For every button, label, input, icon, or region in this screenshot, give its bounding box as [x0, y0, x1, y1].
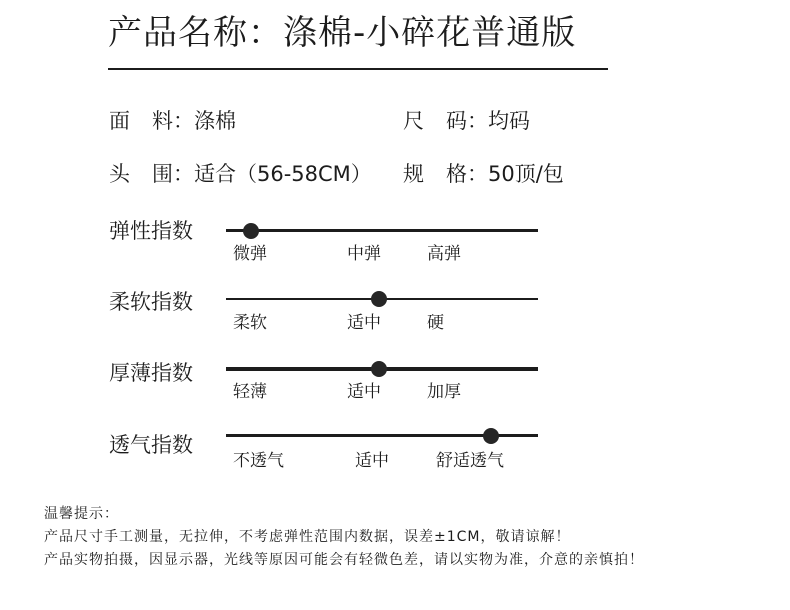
- scale-elasticity-option-low: 微弹: [233, 244, 267, 264]
- scale-breathability-knob: [483, 428, 499, 444]
- scale-breathability-option-low: 不透气: [233, 451, 284, 471]
- notice-line-2: 产品实物拍摄，因显示器，光线等原因可能会有轻微色差，请以实物为准，介意的亲慎拍！: [44, 552, 644, 568]
- spec-fabric: [109, 106, 236, 136]
- scale-thickness-option-high: 加厚: [427, 382, 461, 402]
- scale-softness-label: 柔软指数: [109, 290, 193, 314]
- scale-elasticity-label: 弹性指数: [109, 219, 193, 243]
- scale-softness-knob: [371, 291, 387, 307]
- spec-fabric-label-a: 面: [109, 109, 130, 133]
- notice-block: [44, 503, 644, 572]
- scale-breathability-label: 透气指数: [109, 433, 193, 457]
- spec-head-value: ：适合（56-58CM）: [173, 162, 372, 186]
- scale-thickness-label: 厚薄指数: [109, 361, 193, 385]
- scale-elasticity-option-mid: 中弹: [347, 244, 381, 264]
- scale-breathability-option-mid: 适中: [355, 451, 389, 471]
- scale-softness-option-low: 柔软: [233, 313, 267, 333]
- scale-thickness-knob: [371, 361, 387, 377]
- scale-elasticity-track: [226, 229, 538, 232]
- spec-fabric-value: ：涤棉: [173, 109, 236, 133]
- spec-head-label-a: 头: [109, 162, 130, 186]
- spec-head: [109, 159, 372, 189]
- scale-elasticity-option-high: 高弹: [427, 244, 461, 264]
- scale-elasticity-knob: [243, 223, 259, 239]
- title-underline: [108, 68, 608, 70]
- spec-size-label-a: 尺: [403, 109, 424, 133]
- spec-fabric-label-b: 料: [152, 109, 173, 133]
- scale-thickness-option-low: 轻薄: [233, 382, 267, 402]
- notice-heading: 温馨提示：: [44, 506, 119, 522]
- spec-pack-label-a: 规: [403, 162, 424, 186]
- scale-thickness-option-mid: 适中: [347, 382, 381, 402]
- spec-head-label-b: 围: [152, 162, 173, 186]
- notice-line-1: 产品尺寸手工测量，无拉伸，不考虑弹性范围内数据，误差±1CM，敬请谅解！: [44, 529, 571, 545]
- spec-pack-label-b: 格: [446, 162, 467, 186]
- scale-breathability-option-high: 舒适透气: [436, 451, 504, 471]
- spec-pack-value: ：50顶/包: [467, 162, 564, 186]
- scale-softness-option-high: 硬: [427, 313, 444, 333]
- page-title: 产品名称：涤棉-小碎花普通版: [108, 13, 577, 53]
- spec-size-label-b: 码: [446, 109, 467, 133]
- spec-size: [403, 106, 530, 136]
- spec-pack: [403, 159, 564, 189]
- spec-size-value: ：均码: [467, 109, 530, 133]
- scale-softness-option-mid: 适中: [347, 313, 381, 333]
